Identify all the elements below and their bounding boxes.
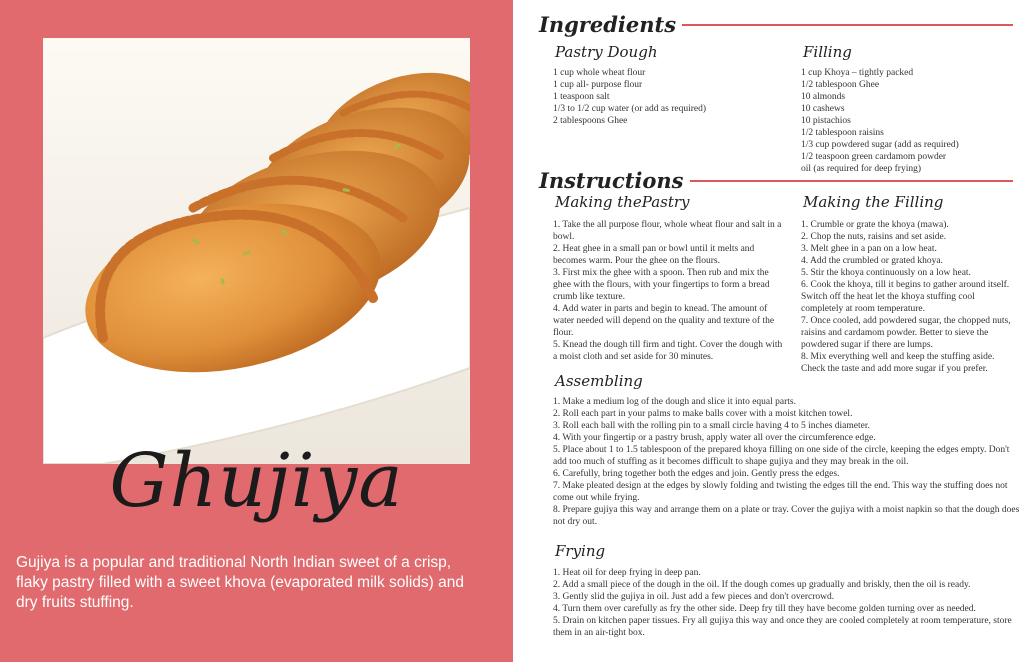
ingredients-heading-text: Ingredients [539,12,677,37]
list-item: 2 tablespoons Ghee [553,116,628,126]
making-filling-heading: Making the Filling [803,193,944,211]
list-item: 1. Take the all purpose flour, whole wheat flour and salt in a bowl. [553,220,782,242]
list-item: 5. Drain on kitchen paper tissues. Fry all gujiya this way and once they are cooled completely at room temperature, store them in an air-tight box. [553,616,1012,638]
pastry-dough-heading: Pastry Dough [555,43,658,61]
list-item: 2. Roll each part in your palms to make balls cover with a moist kitchen towel. [553,409,853,419]
assembling-heading: Assembling [555,372,643,390]
list-item: 10 almonds [801,92,846,102]
list-item: 7. Make pleated design at the edges by slowly folding and twisting the edges till the end. This way the stuffing does not come out while frying. [553,481,1008,503]
instructions-rule [690,180,1013,182]
list-item: 10 pistachios [801,116,851,126]
list-item: 2. Chop the nuts, raisins and set aside. [801,232,947,242]
frying-heading: Frying [555,542,606,560]
list-item: 6. Cook the khoya, till it begins to gather around itself. Switch off the heat let the khoya stuffing cool completely at room temperature. [801,280,1010,314]
list-item: 4. Turn them over carefully as fry the other side. Deep fry till they have become golden turning over as needed. [553,604,976,614]
list-item: 1/3 cup powdered sugar (add as required) [801,140,959,150]
list-item: 3. Melt ghee in a pan on a low heat. [801,244,937,254]
list-item: 4. Add water in parts and begin to knead. The amount of water needed will depend on the quality and texture of the flour. [553,304,775,338]
list-item: 3. Gently slid the gujiya in oil. Just add a few pieces and don't overcrowd. [553,592,835,602]
list-item: 5. Knead the dough till firm and tight. Cover the dough with a moist cloth and set aside for 30 minutes. [553,340,783,362]
list-item: 8. Mix everything well and keep the stuffing aside. Check the taste and add more sugar if you prefer. [801,352,995,374]
making-pastry-list [553,219,785,363]
list-item: 4. With your fingertip or a pastry brush, apply water all over the circumference edge. [553,433,876,443]
filling-list [801,67,1016,175]
pastry-dough-list [553,67,783,127]
list-item: 10 cashews [801,104,845,114]
list-item: 1 teaspoon salt [553,92,610,102]
list-item: 2. Add a small piece of the dough in the oil. If the dough comes up gradually and briskly, then the oil is ready. [553,580,971,590]
list-item: 1/2 teaspoon green cardamom powder [801,152,947,162]
list-item: 1/2 tablespoon raisins [801,128,884,138]
ingredients-rule [682,24,1013,26]
list-item: 1. Crumble or grate the khoya (mawa). [801,220,949,230]
gujiya-photo [43,38,470,464]
list-item: 1. Make a medium log of the dough and slice it into equal parts. [553,397,796,407]
list-item: 5. Place about 1 to 1.5 tablespoon of the prepared khoya filling on one side of the circle, keeping the edges empty. Don't add too much of stuffing as it becomes difficult to shape gujiya and they may break in the oil. [553,445,1010,467]
list-item: 4. Add the crumbled or grated khoya. [801,256,943,266]
instructions-heading-text: Instructions [539,168,684,193]
filling-heading: Filling [803,43,852,61]
list-item: 1 cup whole wheat flour [553,68,646,78]
right-panel [513,0,1024,662]
list-item: 1/3 to 1/2 cup water (or add as required) [553,104,707,114]
list-item: 1 cup Khoya – tightly packed [801,68,914,78]
making-filling-list [801,219,1019,375]
list-item: 3. First mix the ghee with a spoon. Then rub and mix the ghee with the flours, with your fingertips to form a bread crumb like texture. [553,268,770,302]
list-item: oil (as required for deep frying) [801,164,922,174]
ingredients-heading [539,12,1013,37]
list-item: 1/2 tablespoon Ghee [801,80,880,90]
list-item: 6. Carefully, bring together both the edges and join. Gently press the edges. [553,469,840,479]
list-item: 5. Stir the khoya continuously on a low heat. [801,268,971,278]
recipe-description: Gujiya is a popular and traditional North Indian sweet of a crisp, flaky pastry filled with a sweet khova (evaporated milk solids) and dry fruits stuffing. [16,554,464,611]
list-item: 1 cup all- purpose flour [553,80,643,90]
making-pastry-heading: Making thePastry [555,193,690,211]
list-item: 2. Heat ghee in a small pan or bowl until it melts and becomes warm. Pour the ghee on the flours. [553,244,755,266]
frying-list [553,567,1021,639]
list-item: 8. Prepare gujiya this way and arrange them on a plate or tray. Cover the gujiya with a moist napkin so that the dough does not dry out. [553,505,1020,527]
recipe-title: Ghujiya [109,438,404,524]
instructions-heading [539,168,1013,193]
list-item: 3. Roll each ball with the rolling pin to a small circle having 4 to 5 inches diameter. [553,421,870,431]
assembling-list [553,396,1021,528]
gujiya-illustration [43,38,470,464]
list-item: 1. Heat oil for deep frying in deep pan. [553,568,701,578]
list-item: 7. Once cooled, add powdered sugar, the chopped nuts, raisins and cardamom powder. Better to sieve the powdered sugar if there are lumps. [801,316,1011,350]
